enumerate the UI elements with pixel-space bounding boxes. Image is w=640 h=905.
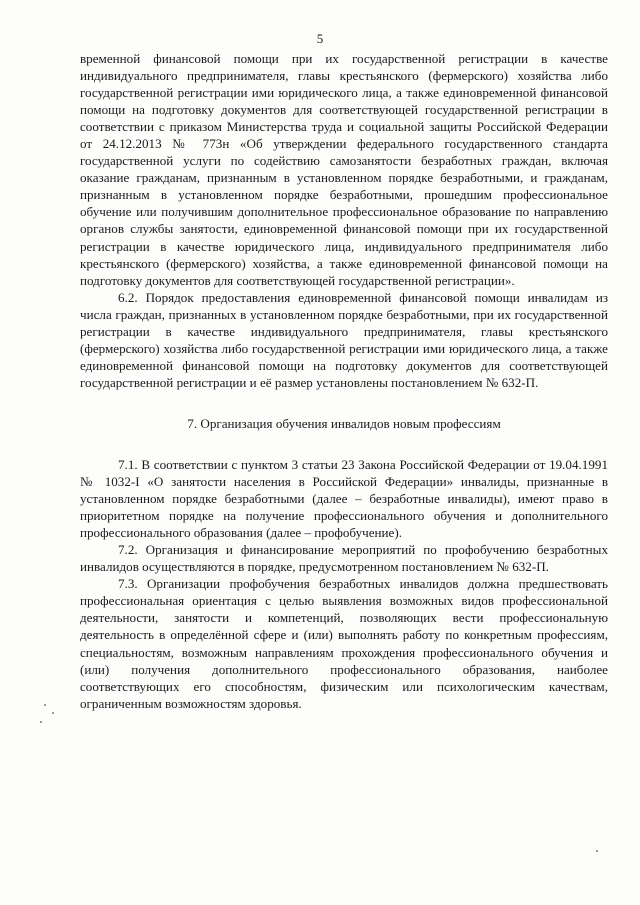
page-number: 5	[316, 31, 324, 46]
paragraph-7-1: 7.1. В соответствии с пунктом 3 статьи 23 Закона Российской Федерации от 19.04.1991 № 1032-I «О занятости населения в Российской Федерации» инвалиды, признанные в установленном порядке безработными (далее – безработные инвалиды), имеют право в приоритетном порядке на получение профессионального обучения и дополнительного профессионального образования (далее – профобучение).	[80, 456, 608, 541]
scan-artifact	[52, 712, 54, 714]
paragraph-6-2: 6.2. Порядок предоставления единовременной финансовой помощи инвалидам из числа граждан, признанных в установленном порядке безработными, при их государственной регистрации в качестве индивидуального предпринимателя, главы крестьянского (фермерского) хозяйства либо государственной регистрации ими юридического лица, а также единовременной финансовой помощи на подготовку документов для соответствующей государственной регистрации и её размер установлены постановлением № 632-П.	[80, 289, 608, 390]
paragraph-7-2: 7.2. Организация и финансирование мероприятий по профобучению безработных инвалидов осуществляются в порядке, предусмотренном постановлением № 632-П.	[80, 542, 608, 575]
section-7-heading: 7. Организация обучения инвалидов новым профессиям	[187, 415, 501, 431]
scan-artifact	[44, 704, 46, 706]
document-body	[80, 50, 608, 712]
paragraph-7-3: 7.3. Организации профобучения безработных инвалидов должна предшествовать профессиональная ориентация с целью выявления возможных видов профессиональной деятельности, занятости и компетенций, позволяющих вести профессиональную деятельность в определённой сфере и (или) выполнять работу по конкретным профессиям, специальностям, возможным направлениям прохождения профессионального обучения и (или) получения дополнительного профессионального образования, наиболее соответствующих его способностям, физическим или психологическим качествам, ограниченным возможностям здоровья.	[80, 576, 608, 711]
paragraph-continuation: временной финансовой помощи при их государственной регистрации в качестве индивидуального предпринимателя, главы крестьянского (фермерского) хозяйства либо государственной регистрации ими юридического лица, а также единовременной финансовой помощи на подготовку документов для соответствующей государственной регистрации в соответствии с приказом Министерства труда и социальной защиты Российской Федерации от 24.12.2013 № 773н «Об утверждении федерального государственного стандарта государственной услуги по содействию самозанятости безработных граждан, включая оказание гражданам, признанным в установленном порядке безработными, и гражданам, признанным в установленном порядке безработными, прошедшим профессиональное обучение или получившим дополнительное профессиональное образование по направлению органов службы занятости, единовременной финансовой помощи при их государственной регистрации в качестве юридического лица, индивидуального предпринимателя либо крестьянского (фермерского) хозяйства, а также единовременной финансовой помощи на подготовку документов для соответствующей государственной регистрации».	[80, 51, 608, 288]
scan-artifact	[596, 850, 598, 852]
scan-artifact	[40, 721, 42, 723]
